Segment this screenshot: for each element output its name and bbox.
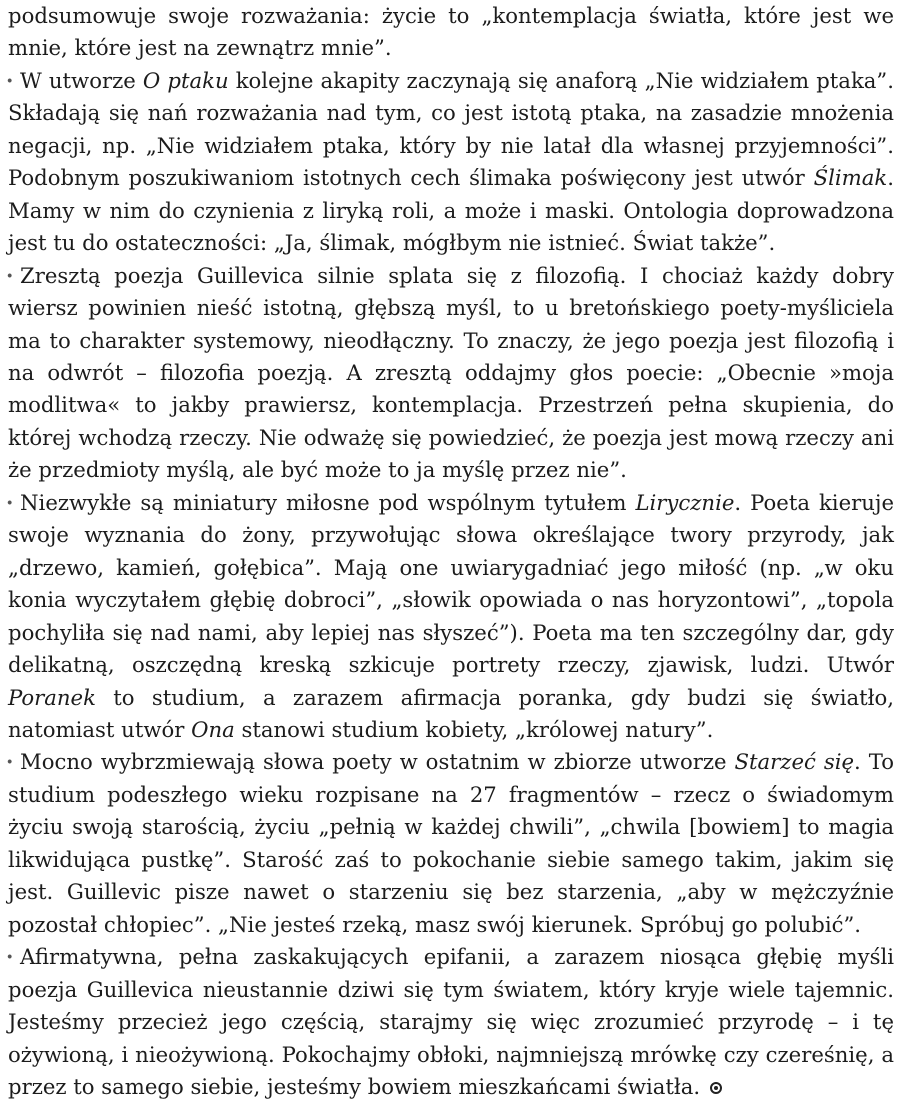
italic-title: Starzeć się: [734, 749, 855, 775]
italic-title: Ona: [191, 716, 235, 742]
text-segment: Niezwykłe są miniatury miłosne pod wspólnym tytułem: [20, 489, 636, 515]
text-segment: podsumowuje swoje rozważania: życie to „kontemplacja światła, które jest we mnie, które jest na zewnątrz mnie”.: [8, 3, 894, 61]
article-page: [8, 0, 894, 1103]
paragraph: [8, 0, 894, 65]
paragraph: [8, 746, 894, 941]
text-segment: Afirmatywna, pełna zaskakujących epifanii, a zarazem niosąca głębię myśli poezja Guillevica nieustannie dziwi się tym światem, który kryje wiele tajemnic. Jesteśmy przecież jego częścią, starajmy się więc zrozumieć przyrodę – i tę ożywioną, i nieożywioną. Pokochajmy obłoki, najmniejszą mrówkę czy czereśnię, a przez to samego siebie, jesteśmy bowiem mieszkańcami światła.: [8, 944, 894, 1099]
bullet-marker: ·: [6, 67, 14, 93]
paragraph: [8, 941, 894, 1103]
bullet-marker: ·: [6, 489, 14, 515]
text-segment: W utworze: [20, 67, 143, 93]
paragraph: [8, 487, 894, 747]
bullet-marker: ·: [6, 749, 14, 775]
italic-title: Poranek: [8, 684, 96, 710]
text-segment: . To studium podeszłego wieku rozpisane na 27 fragmentów – rzecz o świadomym życiu swoją starością, życiu „pełnią w każdej chwili”, „chwila [bowiem] to magia likwidująca pustkę”. Starość zaś to pokochanie siebie samego takim, jakim się jest. Guillevic pisze nawet o starzeniu się bez starzenia, „aby w mężczyźnie pozostał chłopiec”. „Nie jesteś rzeką, masz swój kierunek. Spróbuj go polubić”.: [8, 749, 895, 937]
text-segment: stanowi studium kobiety, „królowej natury”.: [234, 716, 714, 742]
italic-title: Lirycznie: [635, 489, 735, 515]
text-segment: . Poeta kieruje swoje wyznania do żony, przywołując słowa określające twory przyrody, jak „drzewo, kamień, gołębica”. Mają one uwiarygadniać jego miłość (np. „w oku konia wyczytałem głębię dobroci”, „słowik opowiada o nas horyzontowi”, „topola pochyliła się nad nami, aby lepiej nas słyszeć”). Poeta ma ten szczególny dar, gdy delikatną, oszczędną kreską szkicuje portrety rzeczy, zjawisk, ludzi. Utwór: [8, 489, 894, 678]
italic-title: O ptaku: [142, 67, 229, 93]
paragraph: [8, 260, 894, 487]
text-segment: Mocno wybrzmiewają słowa poety w ostatnim w zbiorze utworze: [20, 749, 735, 775]
bullet-marker: ·: [6, 262, 14, 288]
text-segment: kolejne akapity zaczynają się anaforą „Nie widziałem ptaka”. Składają się nań rozważania nad tym, co jest istotą ptaka, na zasadzie mnożenia negacji, np. „Nie widziałem ptaka, który by nie latał dla własnej przyjemności”. Podobnym poszukiwaniom istotnych cech ślimaka poświęcony jest utwór: [8, 67, 894, 191]
bullet-marker: ·: [6, 944, 14, 970]
text-segment: to studium, a zarazem afirmacja poranka, gdy budzi się światło, natomiast utwór: [8, 684, 894, 742]
text-segment: . Mamy w nim do czynienia z liryką roli, a może i maski. Ontologia doprowadzona jest tu do ostateczności: „Ja, ślimak, mógłbym nie istnieć. Świat także”.: [8, 165, 894, 256]
italic-title: Ślimak: [813, 165, 888, 191]
circled-dot-icon: [710, 1082, 722, 1094]
paragraph: [8, 65, 894, 260]
text-segment: Zresztą poezja Guillevica silnie splata się z filozofią. I chociaż każdy dobry wiersz powinien nieść istotną, głębszą myśl, to u bretońskiego poety-myśliciela ma to charakter systemowy, nieodłączny. To znaczy, że jego poezja jest filozofią i na odwrót – filozofia poezją. A zresztą oddajmy głos poecie: „Obecnie »moja modlitwa« to jakby prawiersz, kontemplacja. Przestrzeń pełna skupienia, do której wchodzą rzeczy. Nie odważę się powiedzieć, że poezja jest mową rzeczy ani że przedmioty myślą, ale być może to ja myślę przez nie”.: [8, 262, 894, 483]
